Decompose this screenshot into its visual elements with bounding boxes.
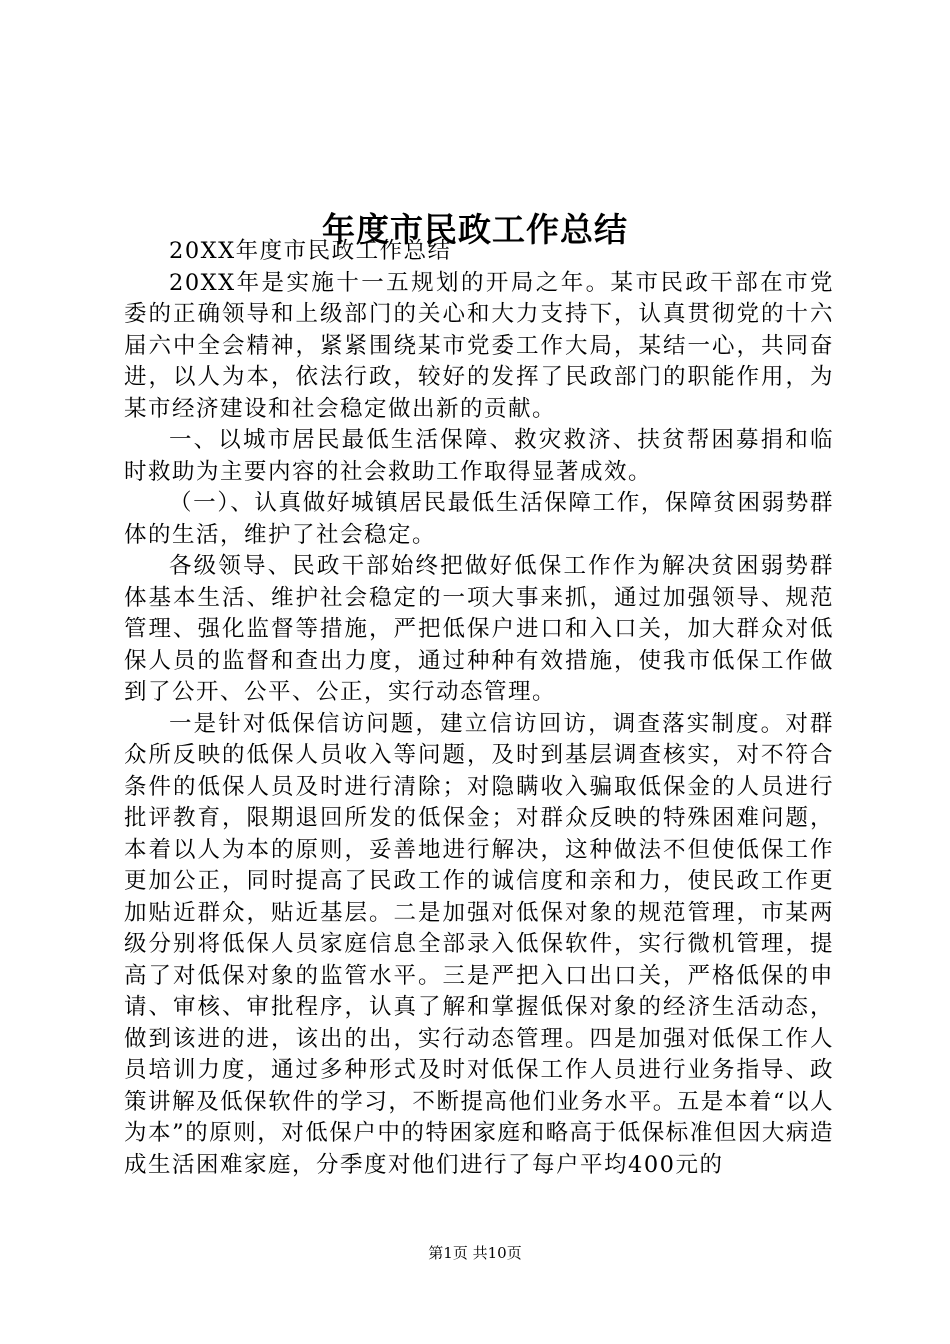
paragraph-subtitle: 20XX年度市民政工作总结 bbox=[169, 238, 452, 264]
document-title: 年度市民政工作总结 bbox=[322, 210, 628, 250]
document-body bbox=[124, 236, 834, 1181]
paragraph-intro: 20XX年是实施十一五规划的开局之年。某市民政干部在市党委的正确领导和上级部门的关心和大力支持下，认真贯彻党的十六届六中全会精神，紧紧围绕某市党委工作大局，某结一心，共同奋进，以人为本，依法行政，较好的发挥了民政部门的职能作用，为某市经济建设和社会稳定做出新的贡献。 bbox=[124, 269, 834, 422]
paragraph-subsection-heading: （一）、认真做好城镇居民最低生活保障工作，保障贫困弱势群体的生活，维护了社会稳定。 bbox=[124, 490, 834, 548]
paragraph-low-income-overview: 各级领导、民政干部始终把做好低保工作作为解决贫困弱势群体基本生活、维护社会稳定的一项大事来抓，通过加强领导、规范管理、强化监督等措施，严把低保户进口和入口关，加大群众对低保人员的监督和查出力度，通过种种有效措施，使我市低保工作做到了公开、公平、公正，实行动态管理。 bbox=[124, 553, 834, 705]
paragraph-section-heading: 一、以城市居民最低生活保障、救灾救济、扶贫帮困募捐和临时救助为主要内容的社会救助工作取得显著成效。 bbox=[124, 427, 834, 485]
paragraph-low-income-measures: 一是针对低保信访问题，建立信访回访，调查落实制度。对群众所反映的低保人员收入等问题，及时到基层调查核实，对不符合条件的低保人员及时进行清除；对隐瞒收入骗取低保金的人员进行批评教育，限期退回所发的低保金；对群众反映的特殊困难问题，本着以人为本的原则，妥善地进行解决，这种做法不但使低保工作更加公正，同时提高了民政工作的诚信度和亲和力，使民政工作更加贴近群众，贴近基层。二是加强对低保对象的规范管理，市某两级分别将低保人员家庭信息全部录入低保软件，实行微机管理，提高了对低保对象的监管水平。三是严把入口出口关，严格低保的申请、审核、审批程序，认真了解和掌握低保对象的经济生活动态，做到该进的进，该出的出，实行动态管理。四是加强对低保工作人员培训力度，通过多种形式及时对低保工作人员进行业务指导、政策讲解及低保软件的学习，不断提高他们业务水平。五是本着“以人为本”的原则，对低保户中的特困家庭和略高于低保标准但因大病造成生活困难家庭，分季度对他们进行了每户平均400元的 bbox=[124, 710, 834, 1178]
page-number-footer: 第1页 共10页 bbox=[428, 1244, 522, 1262]
